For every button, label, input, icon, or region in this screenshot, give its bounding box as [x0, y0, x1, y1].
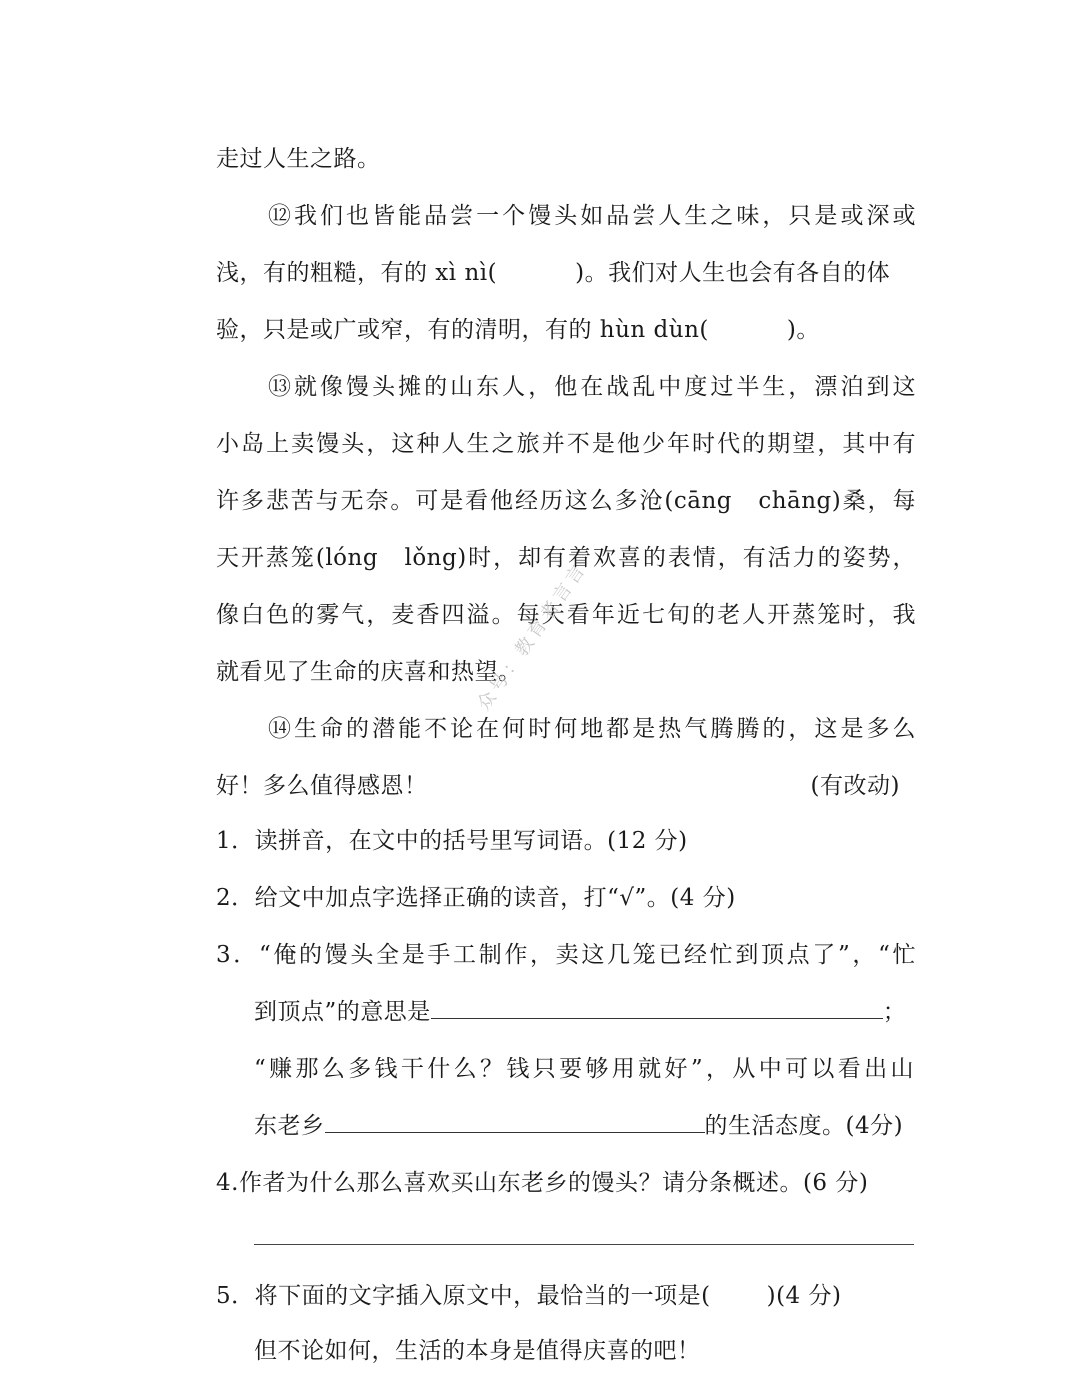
question-5 [216, 1276, 916, 1316]
question-text: 东老乡 [254, 1113, 325, 1139]
question-3: 3．“俺的馒头全是手工制作，卖这几笼已经忙到顶点了”，“忙 [216, 942, 916, 968]
passage-line: 天开蒸笼(lóng lǒng)时，却有着欢喜的表情，有活力的姿势， [216, 545, 916, 571]
question-3-line [254, 992, 954, 1032]
passage-line [216, 253, 916, 293]
passage-line [216, 766, 916, 806]
answer-underline[interactable] [325, 1108, 705, 1133]
question-text: 5．将下面的文字插入原文中，最恰当的一项是( [216, 1283, 711, 1309]
passage-text: 验，只是或广或窄，有的清明，有的 hùn dùn( [216, 317, 709, 343]
question-text: ； [882, 999, 907, 1025]
passage-text: )。 [786, 317, 820, 343]
question-text: 到顶点”的意思是 [254, 999, 431, 1025]
passage-line: 小岛上卖馒头，这种人生之旅并不是他少年时代的期望，其中有 [216, 431, 916, 457]
passage-line [216, 310, 916, 350]
watermark: 众号：教育者言言 [473, 558, 592, 715]
question-1: 1．读拼音，在文中的括号里写词语。(12 分) [216, 828, 688, 854]
passage-line: ⑭生命的潜能不论在何时何地都是热气腾腾的，这是多么 [268, 716, 916, 742]
passage-line: 就看见了生命的庆喜和热望。 [216, 659, 522, 685]
source-note: (有改动) [810, 773, 900, 799]
passage-text: )。我们对人生也会有各自的体 [575, 260, 891, 286]
passage-line: ⑬就像馒头摊的山东人，他在战乱中度过半生，漂泊到这 [268, 374, 916, 400]
question-text: 的生活态度。(4分) [704, 1113, 904, 1139]
passage-text: 浅，有的粗糙，有的 xì nì( [216, 260, 498, 286]
answer-underline[interactable] [431, 994, 883, 1019]
passage-line: ⑫我们也皆能品尝一个馒头如品尝人生之味，只是或深或 [268, 203, 916, 229]
question-2: 2．给文中加点字选择正确的读音，打“√”。(4 分) [216, 885, 736, 911]
question-3-line: “赚那么多钱干什么？钱只要够用就好”，从中可以看出山 [254, 1056, 914, 1082]
question-4: 4.作者为什么那么喜欢买山东老乡的馒头？请分条概述。(6 分) [216, 1170, 869, 1196]
passage-text: 好！多么值得感恩！ [216, 773, 428, 799]
passage-line: 走过人生之路。 [216, 146, 381, 172]
answer-line[interactable] [254, 1244, 914, 1245]
question-3-line [254, 1106, 954, 1146]
passage-line: 许多悲苦与无奈。可是看他经历这么多沧(cāng chāng)桑，每 [216, 488, 916, 514]
question-5-text: 但不论如何，生活的本身是值得庆喜的吧！ [254, 1338, 701, 1364]
question-text: )(4 分) [766, 1283, 842, 1309]
passage-line: 像白色的雾气，麦香四溢。每天看年近七旬的老人开蒸笼时，我 [216, 602, 916, 628]
